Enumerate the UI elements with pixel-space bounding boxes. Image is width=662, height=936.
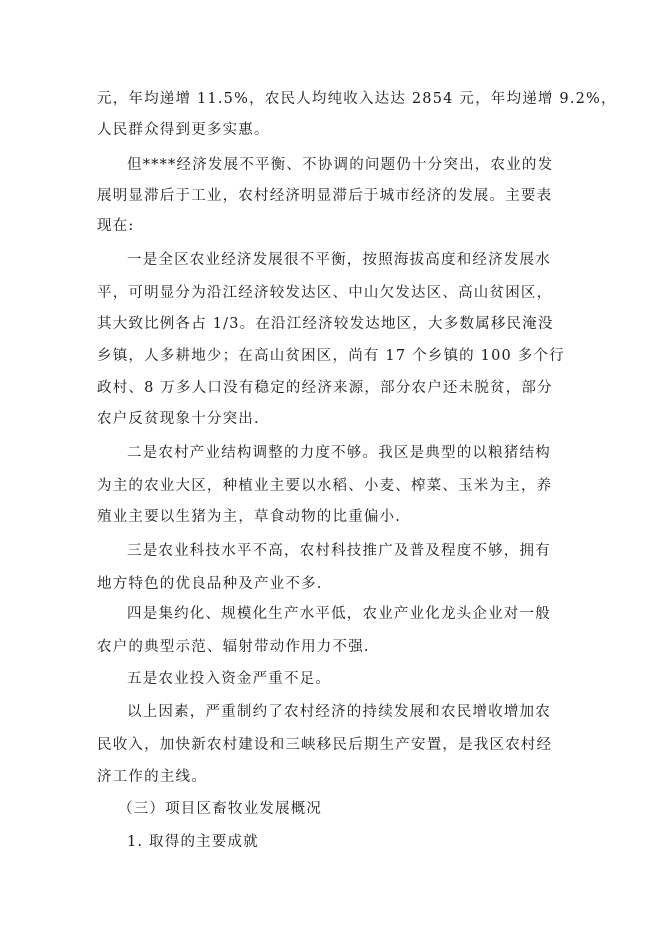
text-line: 三是农业科技水平不高，农村科技推广及普及程度不够，拥有 bbox=[127, 543, 551, 559]
text-line: 其大致比例各占 1/3。在沿江经济较发达地区，大多数属移民淹没 bbox=[97, 316, 554, 332]
text-line: 地方特色的优良品种及产业不多. bbox=[97, 576, 323, 592]
text-line: 殖业主要以生猪为主，草食动物的比重偏小. bbox=[97, 509, 402, 525]
text-line: 展明显滞后于工业，农村经济明显滞后于城市经济的发展。主要表 bbox=[97, 188, 553, 204]
text-line: 但****经济发展不平衡、不协调的问题仍十分突出，农业的发 bbox=[127, 157, 554, 173]
text-line: 济工作的主线。 bbox=[97, 769, 207, 785]
text-line: 一是全区农业经济发展很不平衡，按照海拔高度和经济发展水 bbox=[127, 252, 551, 268]
text-line: 农户的典型示范、辐射带动作用力不强. bbox=[97, 639, 370, 655]
text-line: 五是农业投入资金严重不足。 bbox=[127, 671, 332, 687]
text-line: 为主的农业大区，种植业主要以水稻、小麦、榨菜、玉米为主，养 bbox=[97, 478, 553, 494]
subsection-heading: 1. 取得的主要成就 bbox=[127, 834, 259, 850]
text-line: 政村、8 万多人口没有稳定的经济来源，部分农户还未脱贫，部分 bbox=[97, 380, 553, 396]
text-line: 现在: bbox=[97, 218, 135, 234]
text-line: 平，可明显分为沿江经济较发达区、中山欠发达区、高山贫困区， bbox=[97, 285, 553, 301]
text-line: 二是农村产业结构调整的力度不够。我区是典型的以粮猪结构 bbox=[127, 445, 551, 461]
text-line: 元，年均递增 11.5%，农民人均纯收入达达 2854 元，年均递增 9.2%， bbox=[97, 91, 617, 107]
text-line: 乡镇，人多耕地少；在高山贫困区，尚有 17 个乡镇的 100 多个行 bbox=[97, 348, 565, 364]
text-line: 四是集约化、规模化生产水平低，农业产业化龙头企业对一般 bbox=[127, 606, 551, 622]
text-line: 以上因素，严重制约了农村经济的持续发展和农民增收增加农 bbox=[127, 704, 551, 720]
section-heading: （三）项目区畜牧业发展概况 bbox=[118, 801, 323, 817]
text-line: 人民群众得到更多实惠。 bbox=[97, 122, 270, 138]
text-line: 民收入，加快新农村建设和三峡移民后期生产安置，是我区农村经 bbox=[97, 737, 553, 753]
text-line: 农户反贫现象十分突出. bbox=[97, 411, 260, 427]
